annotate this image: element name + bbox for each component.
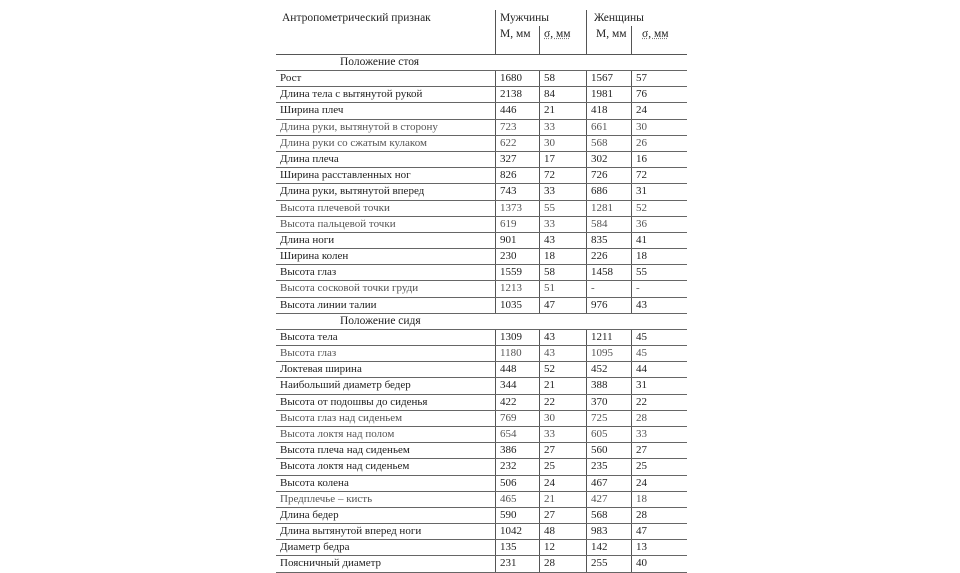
cell-men-sigma: 48 (539, 524, 586, 539)
cell-men-mean: 231 (495, 556, 539, 571)
cell-feature-name: Длина руки, вытянутой в сторону (280, 120, 438, 133)
anthropometric-table (276, 10, 687, 573)
cell-men-sigma: 72 (539, 168, 586, 183)
header-men: Мужчины (500, 12, 550, 24)
cell-women-sigma: 40 (631, 556, 687, 571)
cell-women-sigma: 16 (631, 152, 687, 167)
table-row (276, 411, 687, 427)
table-row (276, 330, 687, 346)
cell-women-mean: 835 (586, 233, 631, 248)
header-men-m: М, мм (500, 28, 531, 40)
table-row (276, 395, 687, 411)
cell-men-mean: 901 (495, 233, 539, 248)
cell-men-mean: 1309 (495, 330, 539, 345)
cell-feature-name: Поясничный диаметр (280, 557, 382, 570)
cell-feature-name: Длина руки, вытянутой вперед (280, 185, 425, 198)
cell-women-sigma: 30 (631, 120, 687, 135)
table-row (276, 87, 687, 103)
cell-men-mean: 135 (495, 540, 539, 555)
cell-men-mean: 2138 (495, 87, 539, 102)
cell-women-mean: 983 (586, 524, 631, 539)
cell-women-sigma: 24 (631, 476, 687, 491)
cell-men-sigma: 58 (539, 265, 586, 280)
cell-feature-name: Высота плечевой точки (280, 201, 390, 214)
table-row (276, 492, 687, 508)
cell-women-mean: 584 (586, 217, 631, 232)
cell-feature-name: Длина ноги (280, 233, 335, 246)
cell-women-sigma: 43 (631, 298, 687, 313)
table-row (276, 71, 687, 87)
cell-women-sigma: 13 (631, 540, 687, 555)
table-row (276, 265, 687, 281)
cell-women-mean: 370 (586, 395, 631, 410)
cell-men-sigma: 25 (539, 459, 586, 474)
cell-feature-name: Высота линии талии (280, 298, 377, 311)
cell-women-sigma: 22 (631, 395, 687, 410)
cell-women-mean: 427 (586, 492, 631, 507)
cell-feature-name: Высота плеча над сиденьем (280, 444, 410, 457)
cell-men-sigma: 18 (539, 249, 586, 264)
cell-feature-name: Высота пальцевой точки (280, 217, 396, 230)
cell-feature-name: Высота локтя над сиденьем (280, 460, 410, 473)
cell-men-mean: 386 (495, 443, 539, 458)
cell-women-mean: 1981 (586, 87, 631, 102)
table-row (276, 281, 687, 297)
cell-feature-name: Наибольший диаметр бедер (280, 379, 411, 392)
cell-women-sigma: 25 (631, 459, 687, 474)
cell-men-sigma: 21 (539, 492, 586, 507)
cell-men-sigma: 51 (539, 281, 586, 296)
cell-feature-name: Длина тела с вытянутой рукой (280, 88, 423, 101)
cell-women-sigma: 24 (631, 103, 687, 118)
table-body (276, 55, 687, 573)
cell-men-sigma: 22 (539, 395, 586, 410)
header-women-m: М, мм (596, 28, 627, 40)
cell-women-sigma: 18 (631, 249, 687, 264)
cell-women-mean: 1567 (586, 71, 631, 86)
cell-women-sigma: 45 (631, 346, 687, 361)
cell-men-mean: 769 (495, 411, 539, 426)
table-row (276, 217, 687, 233)
cell-women-sigma: 45 (631, 330, 687, 345)
cell-feature-name: Высота сосковой точки груди (280, 282, 419, 295)
cell-women-mean: 418 (586, 103, 631, 118)
cell-men-mean: 232 (495, 459, 539, 474)
cell-women-sigma: 28 (631, 411, 687, 426)
cell-feature-name: Высота колена (280, 476, 349, 489)
cell-men-sigma: 52 (539, 362, 586, 377)
table-row (276, 443, 687, 459)
cell-women-mean: 1211 (586, 330, 631, 345)
cell-feature-name: Локтевая ширина (280, 363, 362, 376)
cell-men-sigma: 24 (539, 476, 586, 491)
cell-men-mean: 1035 (495, 298, 539, 313)
cell-men-sigma: 33 (539, 427, 586, 442)
cell-men-mean: 622 (495, 136, 539, 151)
cell-men-sigma: 27 (539, 443, 586, 458)
table-row (276, 476, 687, 492)
cell-men-mean: 654 (495, 427, 539, 442)
cell-women-mean: 661 (586, 120, 631, 135)
cell-men-mean: 230 (495, 249, 539, 264)
cell-women-mean: 1095 (586, 346, 631, 361)
table-row (276, 120, 687, 136)
cell-men-mean: 826 (495, 168, 539, 183)
table-row (276, 556, 687, 572)
header-divider (631, 26, 632, 54)
cell-women-mean: 725 (586, 411, 631, 426)
cell-men-mean: 448 (495, 362, 539, 377)
cell-women-sigma: 72 (631, 168, 687, 183)
cell-women-sigma: 47 (631, 524, 687, 539)
cell-feature-name: Рост (280, 72, 302, 84)
cell-men-mean: 1213 (495, 281, 539, 296)
cell-women-mean: 568 (586, 136, 631, 151)
cell-men-mean: 1042 (495, 524, 539, 539)
cell-women-sigma: 44 (631, 362, 687, 377)
cell-feature-name: Ширина расставленных ног (280, 169, 411, 182)
cell-feature-name: Высота глаз над сиденьем (280, 411, 403, 424)
table-row (276, 168, 687, 184)
cell-men-sigma: 30 (539, 411, 586, 426)
cell-men-sigma: 21 (539, 378, 586, 393)
cell-women-sigma: 31 (631, 378, 687, 393)
cell-men-sigma: 43 (539, 233, 586, 248)
cell-women-sigma: 33 (631, 427, 687, 442)
cell-women-sigma: 31 (631, 184, 687, 199)
table-header (276, 10, 687, 55)
table-row (276, 508, 687, 524)
cell-women-mean: 452 (586, 362, 631, 377)
cell-feature-name: Высота локтя над полом (280, 427, 395, 440)
cell-men-mean: 1373 (495, 201, 539, 216)
cell-women-sigma: - (631, 281, 687, 296)
cell-feature-name: Длина вытянутой вперед ноги (280, 525, 422, 538)
table-row (276, 427, 687, 443)
cell-feature-name: Ширина колен (280, 250, 349, 263)
cell-feature-name: Длина бедер (280, 508, 339, 521)
cell-feature-name: Высота от подошвы до сиденья (280, 395, 428, 408)
cell-men-mean: 723 (495, 120, 539, 135)
cell-feature-name: Ширина плеч (280, 104, 344, 117)
cell-men-sigma: 43 (539, 346, 586, 361)
cell-feature-name: Высота глаз (280, 347, 337, 359)
cell-men-mean: 1180 (495, 346, 539, 361)
cell-feature-name: Диаметр бедра (280, 541, 350, 554)
cell-feature-name: Длина руки со сжатым кулаком (280, 136, 427, 149)
cell-men-sigma: 12 (539, 540, 586, 555)
cell-men-mean: 327 (495, 152, 539, 167)
cell-feature-name: Предплечье – кисть (280, 492, 373, 505)
header-divider (495, 10, 496, 54)
cell-women-mean: 1281 (586, 201, 631, 216)
cell-women-mean: - (586, 281, 631, 296)
cell-men-sigma: 28 (539, 556, 586, 571)
cell-women-mean: 226 (586, 249, 631, 264)
cell-men-mean: 619 (495, 217, 539, 232)
table-row (276, 103, 687, 119)
cell-men-mean: 1680 (495, 71, 539, 86)
cell-men-mean: 465 (495, 492, 539, 507)
header-women-sigma: σ, мм (642, 28, 669, 40)
cell-men-mean: 1559 (495, 265, 539, 280)
cell-men-mean: 590 (495, 508, 539, 523)
cell-men-sigma: 27 (539, 508, 586, 523)
table-row (276, 459, 687, 475)
cell-women-sigma: 41 (631, 233, 687, 248)
table-row (276, 249, 687, 265)
cell-women-mean: 560 (586, 443, 631, 458)
cell-men-sigma: 84 (539, 87, 586, 102)
cell-men-sigma: 58 (539, 71, 586, 86)
section-title: Положение сидя (276, 314, 687, 330)
section-title: Положение стоя (276, 55, 687, 71)
header-divider (586, 10, 587, 54)
cell-men-mean: 446 (495, 103, 539, 118)
table-row (276, 298, 687, 314)
cell-men-mean: 743 (495, 184, 539, 199)
header-men-sigma: σ, мм (544, 28, 571, 40)
cell-feature-name: Высота глаз (280, 266, 337, 279)
cell-men-sigma: 30 (539, 136, 586, 151)
table-row (276, 346, 687, 362)
header-divider (539, 26, 540, 54)
cell-women-sigma: 52 (631, 201, 687, 216)
cell-women-mean: 726 (586, 168, 631, 183)
cell-men-mean: 422 (495, 395, 539, 410)
cell-men-sigma: 17 (539, 152, 586, 167)
table-row (276, 136, 687, 152)
cell-women-mean: 686 (586, 184, 631, 199)
table-row (276, 362, 687, 378)
table-row (276, 540, 687, 556)
cell-women-mean: 568 (586, 508, 631, 523)
header-women: Женщины (594, 12, 644, 24)
cell-men-sigma: 33 (539, 184, 586, 199)
table-row (276, 184, 687, 200)
cell-women-mean: 235 (586, 459, 631, 474)
cell-feature-name: Длина плеча (280, 152, 339, 165)
table-row (276, 524, 687, 540)
cell-women-sigma: 55 (631, 265, 687, 280)
cell-women-mean: 255 (586, 556, 631, 571)
cell-men-sigma: 47 (539, 298, 586, 313)
cell-women-sigma: 36 (631, 217, 687, 232)
header-feature: Антропометрический признак (282, 12, 431, 24)
cell-feature-name: Высота тела (280, 330, 338, 343)
cell-women-sigma: 57 (631, 71, 687, 86)
cell-men-sigma: 43 (539, 330, 586, 345)
cell-men-sigma: 55 (539, 201, 586, 216)
cell-women-sigma: 18 (631, 492, 687, 507)
table-row (276, 152, 687, 168)
cell-women-sigma: 27 (631, 443, 687, 458)
cell-women-mean: 976 (586, 298, 631, 313)
cell-women-mean: 302 (586, 152, 631, 167)
cell-men-mean: 344 (495, 378, 539, 393)
table-row (276, 378, 687, 394)
cell-women-sigma: 28 (631, 508, 687, 523)
cell-women-sigma: 26 (631, 136, 687, 151)
table-row (276, 201, 687, 217)
cell-men-sigma: 33 (539, 120, 586, 135)
cell-women-mean: 605 (586, 427, 631, 442)
cell-men-sigma: 33 (539, 217, 586, 232)
cell-women-mean: 467 (586, 476, 631, 491)
cell-women-mean: 142 (586, 540, 631, 555)
cell-women-mean: 1458 (586, 265, 631, 280)
cell-men-mean: 506 (495, 476, 539, 491)
cell-women-sigma: 76 (631, 87, 687, 102)
cell-men-sigma: 21 (539, 103, 586, 118)
cell-women-mean: 388 (586, 378, 631, 393)
table-row (276, 233, 687, 249)
